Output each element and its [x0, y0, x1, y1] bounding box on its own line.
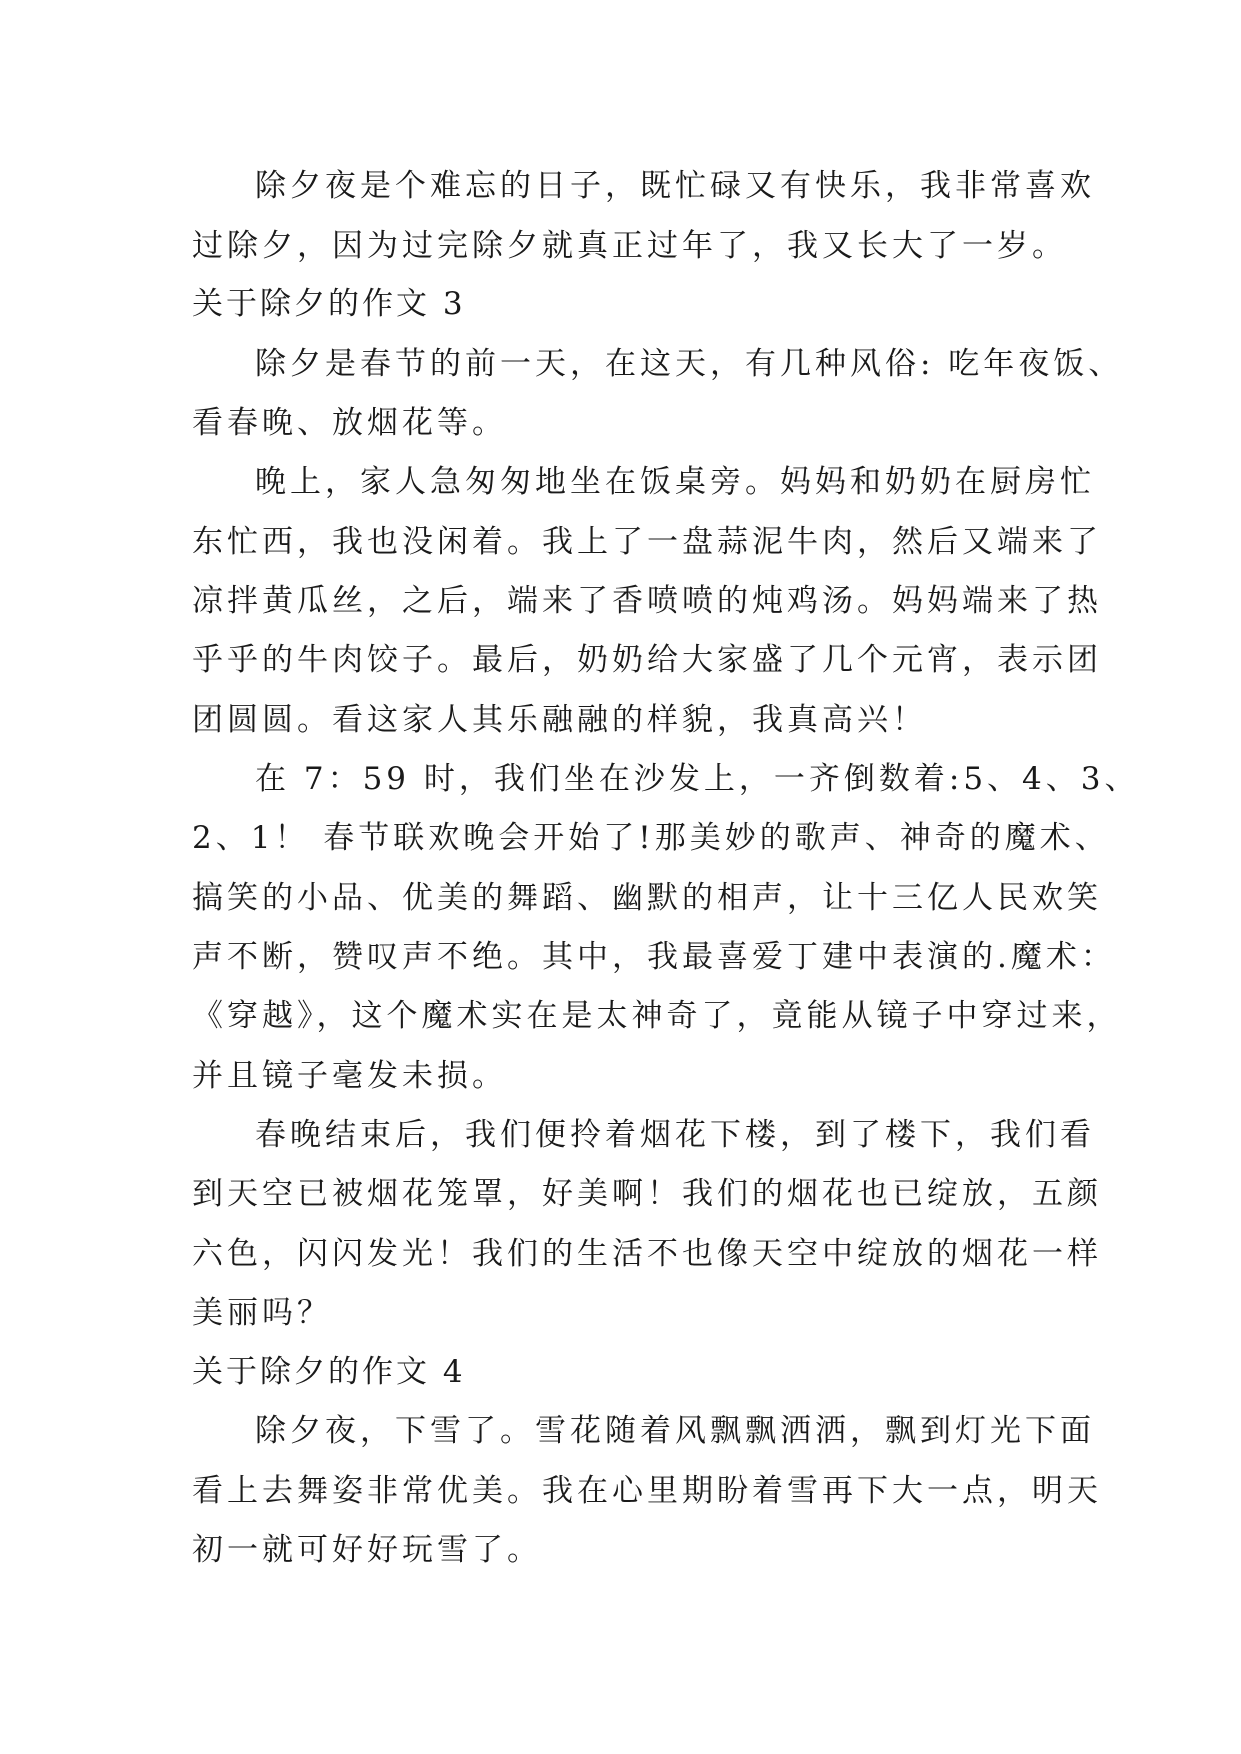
paragraph-line: 看春晚、放烟花等。 — [192, 405, 507, 441]
paragraph-line: 六色，闪闪发光！我们的生活不也像天空中绽放的烟花一样 — [192, 1236, 1102, 1272]
paragraph-line: 过除夕，因为过完除夕就真正过年了，我又长大了一岁。 — [192, 228, 1067, 264]
paragraph-line: 晚上，家人急匆匆地坐在饭桌旁。妈妈和奶奶在厨房忙 — [255, 464, 1095, 500]
paragraph-line: 除夕是春节的前一天，在这天，有几种风俗: 吃年夜饭、 — [255, 346, 1124, 382]
paragraph-line: 春晚结束后，我们便拎着烟花下楼，到了楼下，我们看 — [255, 1117, 1095, 1153]
section-heading: 关于除夕的作文 4 — [192, 1354, 466, 1390]
paragraph-line: 凉拌黄瓜丝，之后，端来了香喷喷的炖鸡汤。妈妈端来了热 — [192, 583, 1102, 619]
paragraph-line: 声不断，赞叹声不绝。其中，我最喜爱丁建中表演的.魔术： — [192, 939, 1116, 975]
paragraph-line: 到天空已被烟花笼罩，好美啊！我们的烟花也已绽放，五颜 — [192, 1176, 1102, 1212]
paragraph-line: 美丽吗？ — [192, 1295, 332, 1331]
paragraph-line: 团圆圆。看这家人其乐融融的样貌，我真高兴！ — [192, 702, 927, 738]
paragraph-line: 除夕夜，下雪了。雪花随着风飘飘洒洒，飘到灯光下面 — [255, 1413, 1095, 1449]
paragraph-line: 东忙西，我也没闲着。我上了一盘蒜泥牛肉，然后又端来了 — [192, 524, 1102, 560]
paragraph-line: 《穿越》，这个魔术实在是太神奇了，竟能从镜子中穿过来， — [192, 998, 1122, 1034]
paragraph-line: 初一就可好好玩雪了。 — [192, 1532, 542, 1568]
paragraph-line: 在 7：59 时，我们坐在沙发上，一齐倒数着:5、4、3、 — [255, 761, 1140, 797]
paragraph-line: 并且镜子毫发未损。 — [192, 1058, 507, 1094]
section-heading: 关于除夕的作文 3 — [192, 286, 466, 322]
paragraph-line: 搞笑的小品、优美的舞蹈、幽默的相声，让十三亿人民欢笑 — [192, 880, 1102, 916]
paragraph-line: 看上去舞姿非常优美。我在心里期盼着雪再下大一点，明天 — [192, 1473, 1102, 1509]
paragraph-line: 除夕夜是个难忘的日子，既忙碌又有快乐，我非常喜欢 — [255, 168, 1095, 204]
paragraph-line: 2、1！ 春节联欢晚会开始了!那美妙的歌声、神奇的魔术、 — [192, 820, 1110, 856]
paragraph-line: 乎乎的牛肉饺子。最后，奶奶给大家盛了几个元宵，表示团 — [192, 642, 1102, 678]
